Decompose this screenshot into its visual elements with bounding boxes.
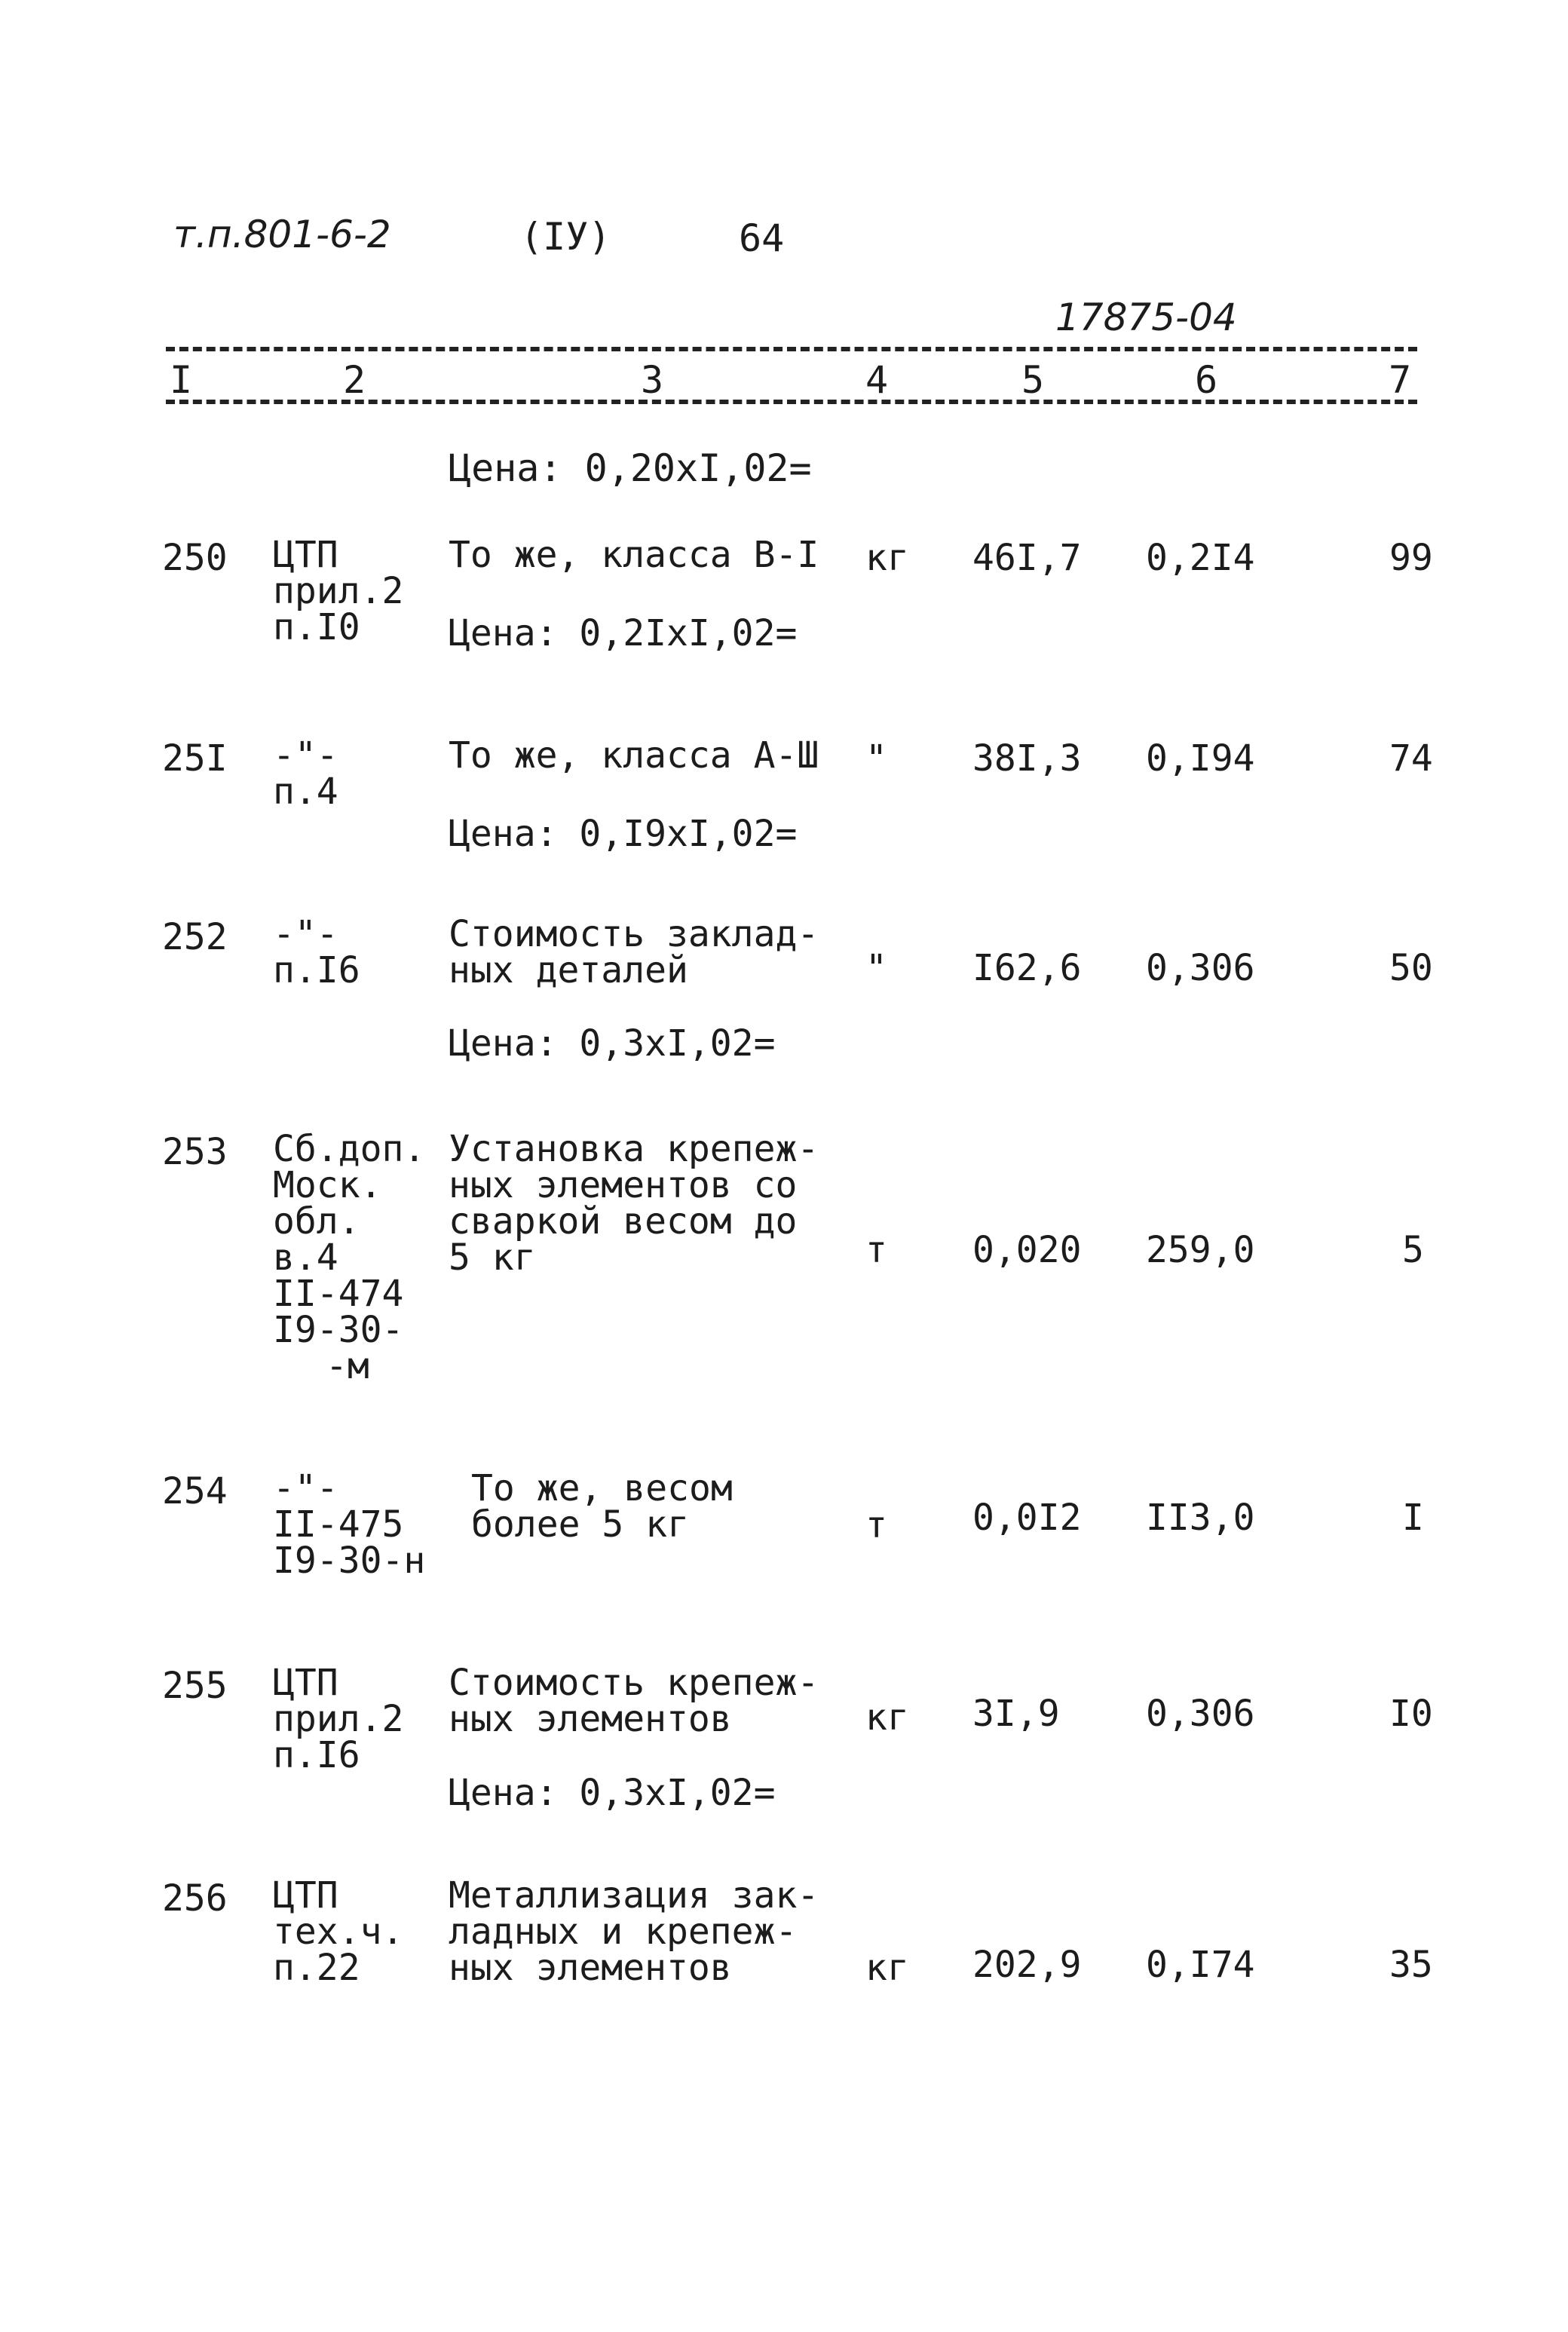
row-code: -"- п.4 (273, 734, 338, 813)
row-price-note: Цена: 0,I9хI,02= (449, 813, 798, 855)
row-quantity: 202,9 (972, 1944, 1082, 1986)
row-code: Сб.доп. Моск. обл. в.4 II-474 I9-30- -м (273, 1128, 426, 1387)
continued-price-note: Цена: 0,20хI,02= (449, 446, 812, 490)
row-code: ЦТП прил.2 п.I0 (273, 534, 404, 648)
row-unit-price: 0,I94 (1146, 737, 1255, 780)
column-header-4: 4 (865, 358, 889, 402)
section-label: (IУ) (520, 215, 611, 259)
row-code: -"- II-475 I9-30-н (273, 1467, 426, 1582)
row-unit-price: 0,306 (1146, 1693, 1255, 1735)
row-number: 250 (162, 537, 228, 579)
row-unit: кг (865, 537, 909, 579)
row-description: То же, класса В-I (449, 534, 819, 576)
row-description: То же, весом более 5 кг (471, 1467, 733, 1546)
row-total: 5 (1402, 1229, 1424, 1271)
row-quantity: 0,0I2 (972, 1497, 1082, 1539)
page-number: 64 (739, 216, 785, 260)
header-bottom-rule (166, 400, 1417, 404)
row-unit: т (865, 1229, 887, 1271)
row-unit: кг (865, 1947, 909, 1989)
row-unit: т (865, 1504, 887, 1546)
row-number: 255 (162, 1665, 228, 1707)
row-total: I (1402, 1497, 1424, 1539)
row-quantity: 3I,9 (972, 1693, 1060, 1735)
column-header-3: 3 (641, 358, 664, 402)
row-description: Установка крепеж- ных элементов со сваркой весом до 5 кг (449, 1128, 819, 1279)
row-price-note: Цена: 0,3хI,02= (449, 1022, 776, 1065)
row-unit: кг (865, 1696, 909, 1739)
row-price-note: Цена: 0,2IхI,02= (449, 612, 798, 654)
row-quantity: 46I,7 (972, 537, 1082, 579)
row-unit-price: 259,0 (1146, 1229, 1255, 1271)
row-total: I0 (1389, 1693, 1433, 1735)
row-total: 35 (1389, 1944, 1433, 1986)
row-number: 253 (162, 1131, 228, 1173)
row-description: Стоимость крепеж- ных элементов (449, 1662, 819, 1740)
row-total: 99 (1389, 537, 1433, 579)
row-description: Стоимость заклад- ных деталей (449, 913, 819, 991)
header-top-rule (166, 347, 1417, 351)
row-price-note: Цена: 0,3хI,02= (449, 1772, 776, 1814)
row-unit: " (865, 737, 887, 780)
document-number: 17875-04 (1055, 296, 1237, 339)
row-unit-price: 0,306 (1146, 947, 1255, 989)
row-unit: " (865, 947, 887, 989)
row-unit-price: II3,0 (1146, 1497, 1255, 1539)
column-header-2: 2 (343, 358, 366, 402)
row-quantity: I62,6 (972, 947, 1082, 989)
row-code: ЦТП тех.ч. п.22 (273, 1874, 404, 1989)
row-number: 254 (162, 1470, 228, 1512)
column-header-5: 5 (1021, 358, 1045, 402)
row-quantity: 0,020 (972, 1229, 1082, 1271)
row-unit-price: 0,I74 (1146, 1944, 1255, 1986)
column-header-7: 7 (1389, 358, 1412, 402)
column-header-6: 6 (1195, 358, 1218, 402)
row-total: 50 (1389, 947, 1433, 989)
row-number: 256 (162, 1877, 228, 1920)
document-reference: т.п.801-6-2 (173, 213, 391, 256)
row-code: ЦТП прил.2 п.I6 (273, 1662, 404, 1776)
row-total: 74 (1389, 737, 1433, 780)
row-description: Металлизация зак- ладных и крепеж- ных элементов (449, 1874, 819, 1989)
row-description: То же, класса А-Ш (449, 734, 819, 777)
row-unit-price: 0,2I4 (1146, 537, 1255, 579)
row-quantity: 38I,3 (972, 737, 1082, 780)
column-header-1: I (170, 358, 193, 402)
row-number: 25I (162, 737, 228, 780)
row-code: -"- п.I6 (273, 913, 360, 991)
row-number: 252 (162, 916, 228, 958)
